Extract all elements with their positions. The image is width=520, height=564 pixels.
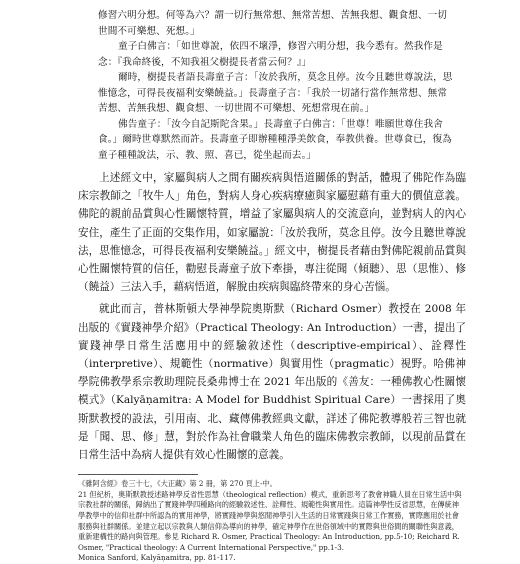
footnotes — [78, 479, 466, 564]
quote-line: 修習六明分想。何等為六？謂一切行無常想、無常苦想、苦無我想、觀食想、一切世間不可樂想、死想。」 — [98, 10, 447, 37]
quote-line: 童子白佛言：「如世尊說，依四不壞淨，修習六明分想，我今悉有。然我作是念：『我命終後，不知我祖父樹提長者當云何？』」 — [98, 41, 443, 68]
footnote-divider — [78, 474, 198, 475]
quote-line: 爾時，樹提長者語長壽童子言：「汝於我所，莫念且停。汝今且聽世尊說法，思惟憶念，可得長夜福利安樂饒益。」長壽童子言：「我於一切諸行當作無常想、無常苦想、苦無我想、觀食想、一切世間不可樂想、死想常現在前。」 — [98, 72, 453, 114]
paragraph: 上述經文中，家屬與病人之間有關疾病與悟道關係的對話，體現了佛陀作為臨床宗教師之「牧牛人」角色，對病人身心疾病療癒與家屬慰藉有重大的價值意義。佛陀的親前品賞與心性關懷特質，增益了家屬與病人的交流意向，並對病人的內心安住，產生了正面的交集作用，如家屬說：「汝於我所，莫念且停。汝今且聽世尊說法，思惟憶念，可得長夜福利安樂饒益。」經文中，樹提長者藉由對佛陀親前品賞與心性關懷特質的信任，勸慰長壽童子放下牽掛，專注從聞（傾聽）、思（思惟）、修（饒益）三法入手，藉病悟道，解脫由疾病與臨終帶來的身心苦惱。 — [78, 172, 466, 294]
footnote: Monica Sanford, Kalyāṇamitra, pp. 81-117. — [78, 553, 236, 563]
footnote: 21 但紀析，奧斯默教授述路神學反省性思慧（theological reflection）模式，重新思考了教會神職人員在日常生活中與宗教社群的關係，歸納出了實踐神學四種路向的經驗敘述性、詮釋性、規範性與實用性。這篇神學性反省思慧，在傳統神學教學中的信仰社群中所認為的實用神學，將實踐神學與悠閒神學引入生活的日常實踐與日常工作實務，實際應用於社會服務與社群關係。並建立起以宗教與人類信仰為導向的神學，確定神學作在世俗領域中的實際與世俗間的關聯性與意義，重新建構性的路向與管理。參見 Richard R. Osmer, Practical Theology: An Introduction, pp.5-10; Reichard R. Osmer, "Practical theology: A Current International Perspective," pp.1-3. — [78, 489, 462, 552]
paragraph: 就此而言，普林斯頓大學神學院奧斯默（Richard Osmer）教授在 2008 年出版的《實踐神學介紹》（Practical Theology: An Introduction）一書，提出了實踐神學日常生活應用中的經驗敘述性（descriptive-empirical）、詮釋性（interpretive）、規範性（normative）與實用性（pragmatic）視野。哈佛神學院佛教學系宗教助理院長桑弗博士在 2021 年出版的《善友：一種佛教心性關懷模式》（Kalyāṇamitra: A Model for Buddhist Spiritual Care）一書採用了奧斯默教授的設法，引用南、北、藏傳佛教經典文獻，詳述了佛陀教導般若三智也就是「聞、思、修」慧，對於作為社會職業人角色的臨床佛教宗教師，以現前品賞在日常生活中為病人提供有效心性關懷的意義。 — [78, 303, 467, 462]
sutra-quote-block — [78, 8, 466, 163]
body-text — [78, 169, 466, 464]
quote-line: 佛告童子：「汝今自記斯陀含果。」長壽童子白佛言：「世尊！唯願世尊住我舍食。」爾時世尊默然而許。長壽童子即辦種種淨美飲食，奉教供養。世尊食已，復為童子種種說法，示、教、照、喜已，從坐起而去。」 — [98, 118, 452, 161]
footnote: 《雜阿含經》卷三十七，《大正藏》第 2 冊，第 270 頁上-中。 — [78, 479, 277, 489]
